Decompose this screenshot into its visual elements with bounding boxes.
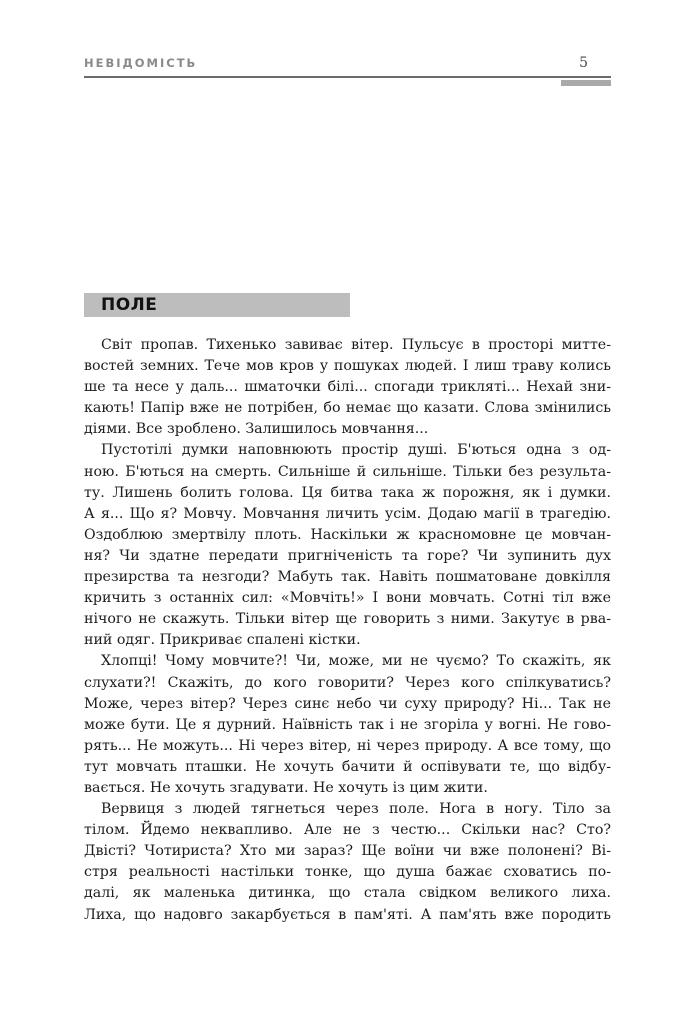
header-accent-bar: [561, 80, 611, 86]
text-line: рять... Не можуть... Ні через вітер, ні через природу. А все тому, що: [84, 737, 611, 754]
paragraph: [84, 651, 611, 799]
text-line: Двісті? Чотириста? Хто ми зараз? Ще воїни чи вже полонені? Ві-: [84, 843, 611, 860]
text-line: презирства та незгоди? Мабуть так. Навіть пошматоване довкілля: [84, 569, 611, 586]
text-line: Пустотілі думки наповнюють простір душі. Б'ються одна з од-: [101, 442, 611, 459]
text-line: востей земних. Тече мов кров у пошуках людей. І лиш траву колись: [84, 358, 611, 375]
text-line: тут мовчать пташки. Не хочуть бачити й оспівувати те, що відбу-: [84, 758, 611, 775]
text-line: Лиха, що надовго закарбується в пам'яті. А пам'ять вже породить: [84, 906, 611, 923]
text-line: стря реальності настільки тонке, що душа бажає сховатись по-: [84, 864, 611, 881]
text-line: тілом. Йдемо неквапливо. Але не з честю... Скільки нас? Сто?: [84, 822, 611, 839]
paragraph: [84, 335, 611, 440]
paragraph: [84, 440, 611, 651]
text-line: діями. Все зроблено. Залишилось мовчання...: [84, 421, 429, 438]
text-line: кричить з останніх сил: «Мовчіть!» І вони мовчать. Сотні тіл вже: [84, 590, 611, 607]
running-head-title: НЕВІДОМІСТЬ: [84, 56, 198, 70]
text-line: ше та несе у даль... шматочки білі... спогади триклятi... Нехай зни-: [84, 379, 611, 396]
text-line: може бути. Це я дурний. Наївність так і не згоріла у вогні. Не гово-: [84, 716, 611, 733]
text-line: слухати?! Скажіть, до кого говорити? Через кого спілкуватись?: [84, 674, 611, 691]
text-line: далі, як маленька дитинка, що стала свідком великого лиха.: [84, 885, 611, 902]
text-line: Світ пропав. Тихенько завиває вітер. Пульсує в просторі митте-: [101, 337, 611, 353]
body-text: [84, 335, 611, 926]
text-line: Хлопці! Чому мовчите?! Чи, може, ми не чуємо? То скажіть, як: [101, 653, 611, 670]
text-line: Вервиця з людей тягнеться через поле. Нога в ногу. Тіло за: [101, 801, 611, 818]
text-line: ною. Б'ються на смерть. Сильніше й сильніше. Тільки без результа-: [84, 463, 611, 480]
page-number: 5: [579, 55, 588, 71]
text-line: Оздоблюю змертвілу плоть. Наскільки ж красномовне це мовчан-: [84, 526, 611, 543]
text-line: ту. Лишень болить голова. Ця битва така ж порожня, як і думки.: [84, 484, 611, 501]
text-line: А я... Що я? Мовчу. Мовчання личить усім. Додаю магії в трагедію.: [84, 505, 611, 522]
text-line: ний одяг. Прикриває спалені кістки.: [84, 632, 361, 649]
text-line: Може, через вітер? Через синє небо чи суху природу? Ні... Так не: [84, 695, 611, 712]
paragraph: [84, 799, 611, 926]
section-title: ПОЛЕ: [101, 295, 158, 315]
text-line: ня? Чи здатне передати пригніченість та горе? Чи зупинить дух: [84, 547, 611, 564]
text-line: нічого не скажуть. Тільки вітер ще говорить з ними. Закутує в рва-: [84, 611, 611, 628]
header-rule: [84, 76, 611, 78]
text-line: вається. Не хочуть згадувати. Не хочуть із цим жити.: [84, 779, 488, 796]
text-line: кають! Папір вже не потрібен, бо немає що казати. Слова змінились: [84, 400, 611, 417]
